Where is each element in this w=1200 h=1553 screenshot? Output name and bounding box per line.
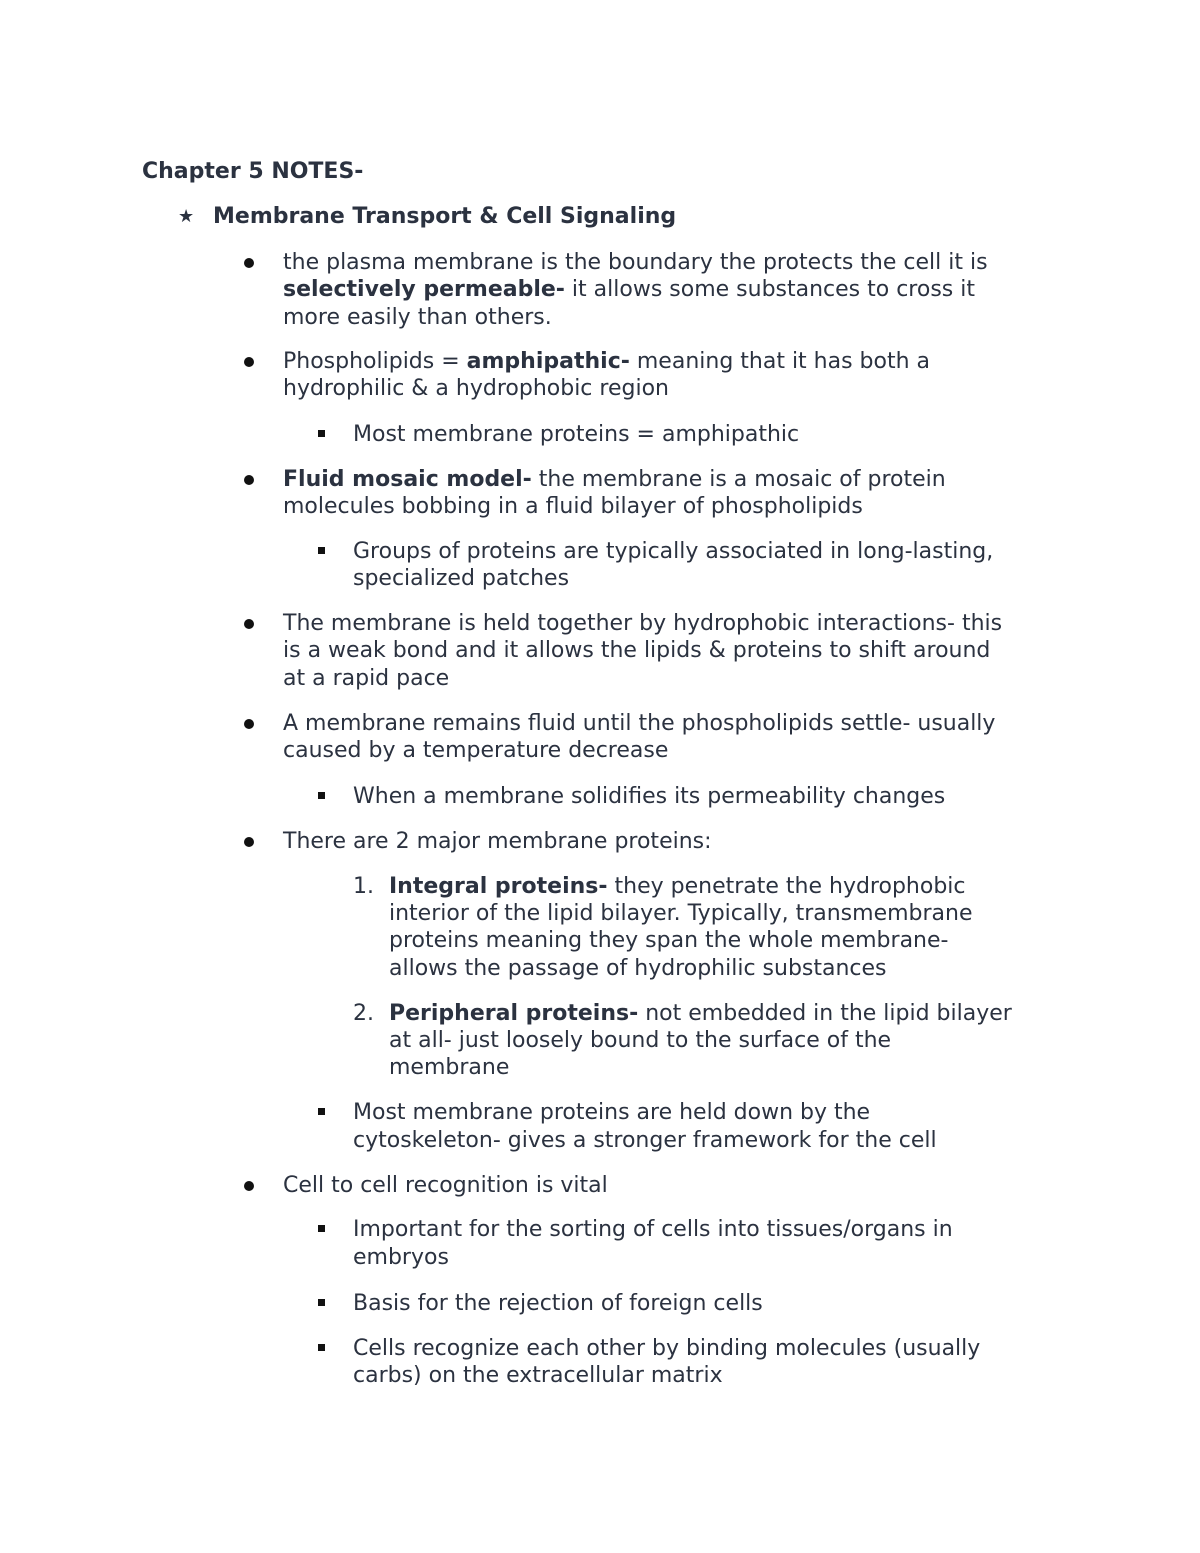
bullet-icon: [244, 837, 254, 847]
numbered-item-2-line-2: at all- just loosely bound to the surface of the: [389, 1028, 892, 1053]
bullet-2-sub-1: Most membrane proteins = amphipathic: [353, 422, 800, 447]
bullet-7-sub-3-line-2: carbs) on the extracellular matrix: [353, 1363, 723, 1388]
bullet-icon: [244, 258, 254, 268]
bullet-4-line-3: at a rapid pace: [283, 666, 450, 691]
bullet-1-line-2: selectively permeable- it allows some substances to cross it: [283, 277, 975, 302]
bullet-7-sub-3-line-1: Cells recognize each other by binding molecules (usually: [353, 1336, 981, 1361]
bullet-icon: [244, 619, 254, 629]
numbered-item-2-line-3: membrane: [389, 1055, 510, 1080]
star-icon: ★: [178, 206, 195, 227]
numbered-marker-2: 2.: [353, 1001, 374, 1026]
bullet-7-line-1: Cell to cell recognition is vital: [283, 1173, 608, 1198]
bullet-2-line-1: Phospholipids = amphipathic- meaning that it has both a: [283, 349, 931, 374]
term-integral-proteins: Integral proteins-: [389, 874, 608, 899]
term-amphipathic: amphipathic-: [466, 349, 630, 374]
bullet-icon: [244, 1181, 254, 1191]
bullet-6-sub-1-line-1: Most membrane proteins are held down by the: [353, 1100, 871, 1125]
bullet-1-line-1: the plasma membrane is the boundary the protects the cell it is: [283, 250, 988, 275]
bullet-7-sub-2: Basis for the rejection of foreign cells: [353, 1291, 763, 1316]
square-bullet-icon: [318, 1225, 325, 1232]
numbered-item-1-line-1: Integral proteins- they penetrate the hydrophobic: [389, 874, 966, 899]
bullet-2-line-2: hydrophilic & a hydrophobic region: [283, 376, 669, 401]
term-selectively-permeable: selectively permeable-: [283, 277, 565, 302]
bullet-4-line-2: is a weak bond and it allows the lipids & proteins to shift around: [283, 638, 991, 663]
square-bullet-icon: [318, 792, 325, 799]
bullet-icon: [244, 475, 254, 485]
page-title: Chapter 5 NOTES-: [142, 159, 364, 184]
square-bullet-icon: [318, 430, 325, 437]
square-bullet-icon: [318, 1108, 325, 1115]
square-bullet-icon: [318, 1344, 325, 1351]
section-heading: Membrane Transport & Cell Signaling: [213, 204, 677, 229]
bullet-7-sub-1-line-1: Important for the sorting of cells into tissues/organs in: [353, 1217, 953, 1242]
bullet-3-sub-1-line-2: specialized patches: [353, 566, 570, 591]
square-bullet-icon: [318, 547, 325, 554]
bullet-5-sub-1: When a membrane solidifies its permeability changes: [353, 784, 946, 809]
bullet-3-line-2: molecules bobbing in a fluid bilayer of phospholipids: [283, 494, 863, 519]
numbered-marker-1: 1.: [353, 874, 374, 899]
bullet-3-line-1: Fluid mosaic model- the membrane is a mosaic of protein: [283, 467, 946, 492]
bullet-3-sub-1-line-1: Groups of proteins are typically associated in long-lasting,: [353, 539, 994, 564]
numbered-item-1-line-2: interior of the lipid bilayer. Typically, transmembrane: [389, 901, 973, 926]
bullet-1-line-3: more easily than others.: [283, 305, 552, 330]
square-bullet-icon: [318, 1299, 325, 1306]
bullet-icon: [244, 719, 254, 729]
bullet-6-sub-1-line-2: cytoskeleton- gives a stronger framework for the cell: [353, 1128, 937, 1153]
bullet-5-line-1: A membrane remains fluid until the phospholipids settle- usually: [283, 711, 996, 736]
bullet-5-line-2: caused by a temperature decrease: [283, 738, 669, 763]
numbered-item-2-line-1: Peripheral proteins- not embedded in the lipid bilayer: [389, 1001, 1012, 1026]
term-fluid-mosaic-model: Fluid mosaic model-: [283, 467, 532, 492]
bullet-4-line-1: The membrane is held together by hydrophobic interactions- this: [283, 611, 1003, 636]
numbered-item-1-line-4: allows the passage of hydrophilic substances: [389, 956, 887, 981]
bullet-7-sub-1-line-2: embryos: [353, 1245, 449, 1270]
bullet-6-line-1: There are 2 major membrane proteins:: [283, 829, 712, 854]
bullet-icon: [244, 357, 254, 367]
numbered-item-1-line-3: proteins meaning they span the whole membrane-: [389, 928, 949, 953]
term-peripheral-proteins: Peripheral proteins-: [389, 1001, 639, 1026]
